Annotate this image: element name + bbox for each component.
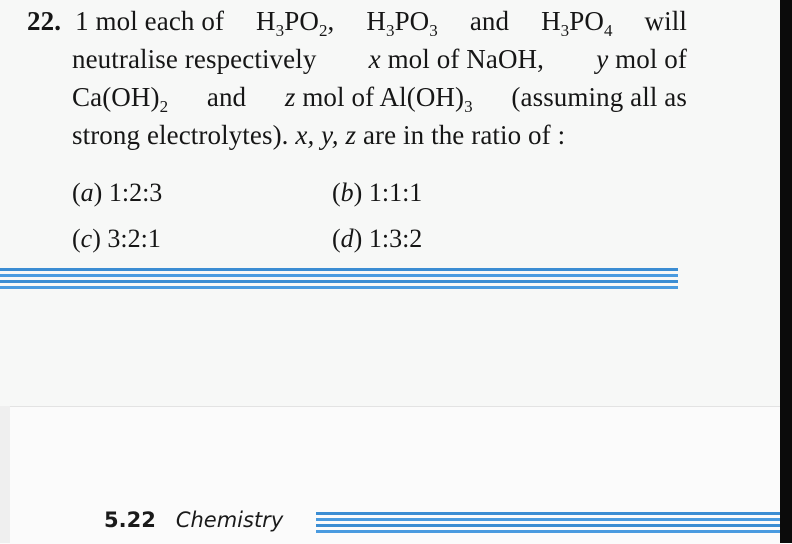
option-a[interactable]: (a) 1:2:3 bbox=[72, 178, 163, 207]
page-number: 5.22 bbox=[104, 508, 156, 532]
subject-title: Chemistry bbox=[175, 508, 284, 532]
formula-h3po2: $H_3PO_2$, bbox=[256, 6, 335, 40]
section-divider-rules bbox=[0, 268, 678, 294]
answer-options bbox=[72, 170, 592, 262]
option-c[interactable]: (c) 3:2:1 bbox=[72, 224, 161, 253]
option-d[interactable]: (d) 1:3:2 bbox=[332, 224, 423, 253]
question-block bbox=[27, 2, 687, 154]
question-line-2: neutralise respectively x mol of NaOH, y mol of bbox=[72, 44, 687, 74]
question-line-3: $Ca(OH)_2$ and z mol of $Al(OH)_3$ (assuming all as bbox=[27, 78, 687, 116]
option-b[interactable]: (b) 1:1:1 bbox=[332, 178, 423, 207]
question-line-4: strong electrolytes). x, y, z are in the ratio of : bbox=[72, 120, 566, 150]
page-edge-shadow bbox=[780, 0, 792, 543]
question-line-1: 22. 1 mol each of $H_3PO_2$, $H_3PO_3$ and $H_3PO_4$ will bbox=[27, 2, 687, 40]
question-number: 22. bbox=[27, 6, 62, 36]
page-footer bbox=[104, 506, 283, 534]
formula-caoh2: $Ca(OH)_2$ bbox=[72, 82, 169, 116]
page-gutter bbox=[0, 406, 10, 543]
formula-h3po4: $H_3PO_4$ bbox=[541, 6, 613, 40]
formula-h3po3: $H_3PO_3$ bbox=[366, 6, 438, 40]
footer-divider-rules bbox=[316, 512, 780, 534]
